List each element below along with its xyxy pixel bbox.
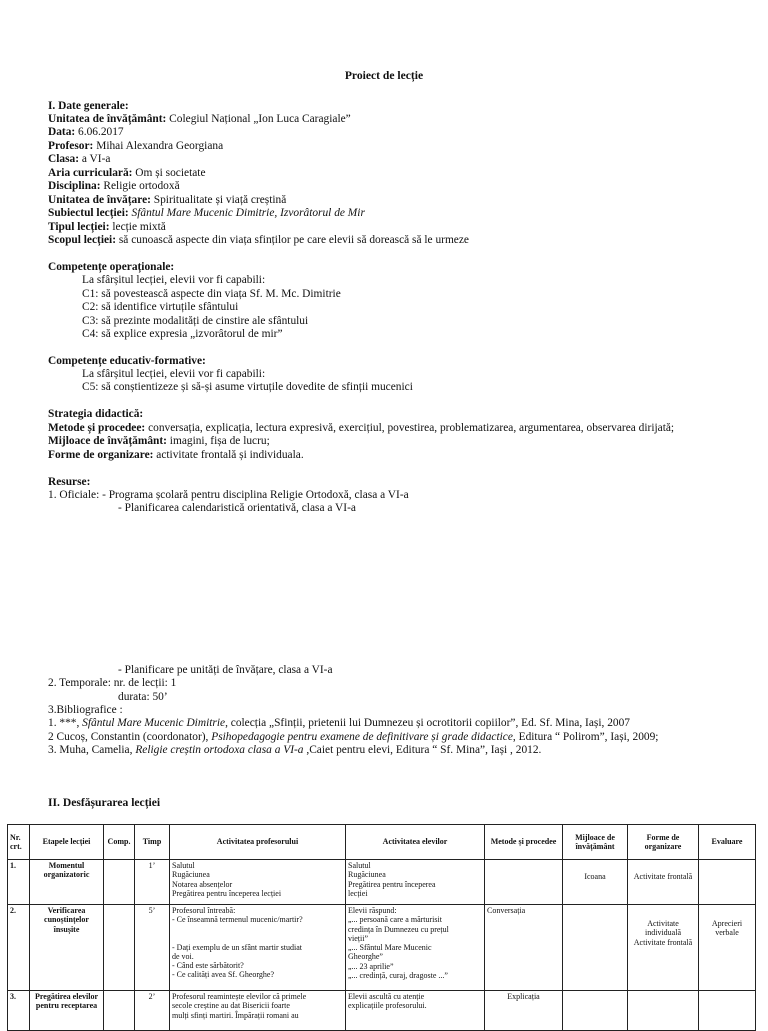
resource-official: 1. Oficiale: - Programa școlară pentru disciplina Religie Ortodoxă, clasa a VI-a xyxy=(48,489,409,501)
row-student-activity: Elevii ascultă cu atenție explicațiile profesorului. xyxy=(346,991,485,1031)
resource-temporal: 2. Temporale: nr. de lecții: 1 xyxy=(48,677,177,689)
strategy-heading: Strategia didactică: xyxy=(48,408,144,420)
row-teacher-activity: Salutul Rugăciunea Notarea absențelor Pregătirea pentru începerea lecției xyxy=(170,860,346,905)
competence-item: C1: să povestească aspecte din viața Sf. M. Mc. Dimitrie xyxy=(82,288,341,300)
general-heading: I. Date generale: xyxy=(48,100,129,112)
col-header: Comp. xyxy=(104,825,135,860)
row-forms: Activitate frontală xyxy=(628,860,699,905)
resource-official: - Planificarea calendaristică orientativă, clasa a VI-a xyxy=(118,502,356,514)
row-time: 1’ xyxy=(135,860,170,905)
col-header: Mijloace de învățământ xyxy=(563,825,628,860)
row-comp xyxy=(104,860,135,905)
formative-heading: Competențe educativ-formative: xyxy=(48,355,206,367)
col-header: Nr. crt. xyxy=(8,825,30,860)
biblio-item: 3. Muha, Camelia, Religie creștin ortodoxa clasa a VI-a ,Caiet pentru elevi, Editura “ Sf. Mina”, Iași , 2012. xyxy=(48,744,542,756)
col-header: Forme de organizare xyxy=(628,825,699,860)
row-forms xyxy=(628,991,699,1031)
field-lesson-type: Tipul lecției: lecție mixtă xyxy=(48,221,166,233)
row-forms: Activitate individuală Activitate frontală xyxy=(628,905,699,991)
field-organization: Forme de organizare: activitate frontală și individuala. xyxy=(48,449,304,461)
row-means: Icoana xyxy=(563,860,628,905)
row-comp xyxy=(104,905,135,991)
col-header: Timp xyxy=(135,825,170,860)
field-purpose: Scopul lecției: să cunoască aspecte din viața sfinților pe care elevii să dorească să le urmeze xyxy=(48,234,469,246)
competence-item: C3: să prezinte modalități de cinstire ale sfântului xyxy=(82,315,309,327)
table-row xyxy=(8,905,756,991)
field-date: Data: 6.06.2017 xyxy=(48,126,124,138)
document-title: Proiect de lecție xyxy=(344,69,424,82)
operational-intro: La sfârșitul lecției, elevii vor fi capabili: xyxy=(82,274,266,286)
biblio-item: 2 Cucoș, Constantin (coordonator), Psihopedagogie pentru examene de definitivare și grade didactice, Editura “ Polirom”, Iași, 2009; xyxy=(48,731,659,743)
resource-duration: durata: 50’ xyxy=(118,691,168,703)
row-evaluation xyxy=(699,860,756,905)
row-methods xyxy=(485,860,563,905)
resource-official: - Planificare pe unități de învățare, clasa a VI-a xyxy=(118,664,333,676)
col-header: Activitatea elevilor xyxy=(346,825,485,860)
formative-intro: La sfârșitul lecției, elevii vor fi capabili: xyxy=(82,368,266,380)
row-student-activity: Elevii răspund: „... persoană care a mărturisit credința în Dumnezeu cu prețul vieții” „... Sfântul Mare Mucenic Gheorghe” „... 23 aprilie” „... credință, curaj, dragoste ...” xyxy=(346,905,485,991)
col-header: Metode și procedee xyxy=(485,825,563,860)
row-teacher-activity: Profesorul reamintește elevilor că primele secole creștine au dat Bisericii foarte mulți sfinți martiri. Împărații romani au xyxy=(170,991,346,1031)
field-unit: Unitatea de învățământ: Colegiul Național „Ion Luca Caragiale” xyxy=(48,113,351,125)
field-methods: Metode și procedee: conversația, explicația, lectura expresivă, exercițiul, povestirea, problematizarea, argumentarea, observarea dirijată; xyxy=(48,422,675,434)
row-evaluation: Aprecieri verbale xyxy=(699,905,756,991)
row-means xyxy=(563,905,628,991)
row-methods: Explicația xyxy=(485,991,563,1031)
operational-heading: Competențe operaționale: xyxy=(48,261,175,273)
row-number: 3. xyxy=(8,991,30,1031)
row-number: 1. xyxy=(8,860,30,905)
row-means xyxy=(563,991,628,1031)
row-methods: Conversația xyxy=(485,905,563,991)
row-number: 2. xyxy=(8,905,30,991)
competence-item: C4: să explice expresia „izvorâtorul de mir” xyxy=(82,328,283,340)
biblio-heading: 3.Bibliografice : xyxy=(48,704,123,716)
lesson-table xyxy=(7,824,756,1031)
row-stage: Momentul organizatoric xyxy=(30,860,104,905)
row-stage: Verificarea cunoștințelor însușite xyxy=(30,905,104,991)
biblio-item: 1. ***, Sfântul Mare Mucenic Dimitrie, colecția „Sfinții, prietenii lui Dumnezeu și ocrotitorii copiilor”, Ed. Sf. Mina, Iași, 2007 xyxy=(48,717,630,729)
table-row xyxy=(8,991,756,1031)
resources-heading: Resurse: xyxy=(48,476,91,488)
row-evaluation xyxy=(699,991,756,1031)
competence-item: C2: să identifice virtuțile sfântului xyxy=(82,301,239,313)
field-discipline: Disciplina: Religie ortodoxă xyxy=(48,180,180,192)
row-teacher-activity: Profesorul întreabă: - Ce înseamnă termenul mucenic/martir? - Dați exemplu de un sfânt martir studiat de voi. - Când este sărbătorit? - Ce calități avea Sf. Gheorghe? xyxy=(170,905,346,991)
row-time: 2’ xyxy=(135,991,170,1031)
col-header: Activitatea profesorului xyxy=(170,825,346,860)
field-subject: Subiectul lecției: Sfântul Mare Mucenic Dimitrie, Izvorâtorul de Mir xyxy=(48,207,365,219)
col-header: Evaluare xyxy=(699,825,756,860)
col-header: Etapele lecției xyxy=(30,825,104,860)
row-comp xyxy=(104,991,135,1031)
section-2-heading: II. Desfășurarea lecției xyxy=(48,796,161,809)
field-class: Clasa: a VI-a xyxy=(48,153,111,165)
competence-item: C5: să conștientizeze și să-și asume virtuțile dovedite de sfinții mucenici xyxy=(82,381,413,393)
field-means: Mijloace de învățământ: imagini, fișa de lucru; xyxy=(48,435,270,447)
row-stage: Pregătirea elevilor pentru receptarea xyxy=(30,991,104,1031)
row-time: 5’ xyxy=(135,905,170,991)
field-learning-unit: Unitatea de învățare: Spiritualitate și viață creștină xyxy=(48,194,287,206)
field-teacher: Profesor: Mihai Alexandra Georgiana xyxy=(48,140,224,152)
table-header-row xyxy=(8,825,756,860)
field-curricular-area: Aria curriculară: Om și societate xyxy=(48,167,206,179)
table-row xyxy=(8,860,756,905)
row-student-activity: Salutul Rugăciunea Pregătirea pentru începerea lecției xyxy=(346,860,485,905)
